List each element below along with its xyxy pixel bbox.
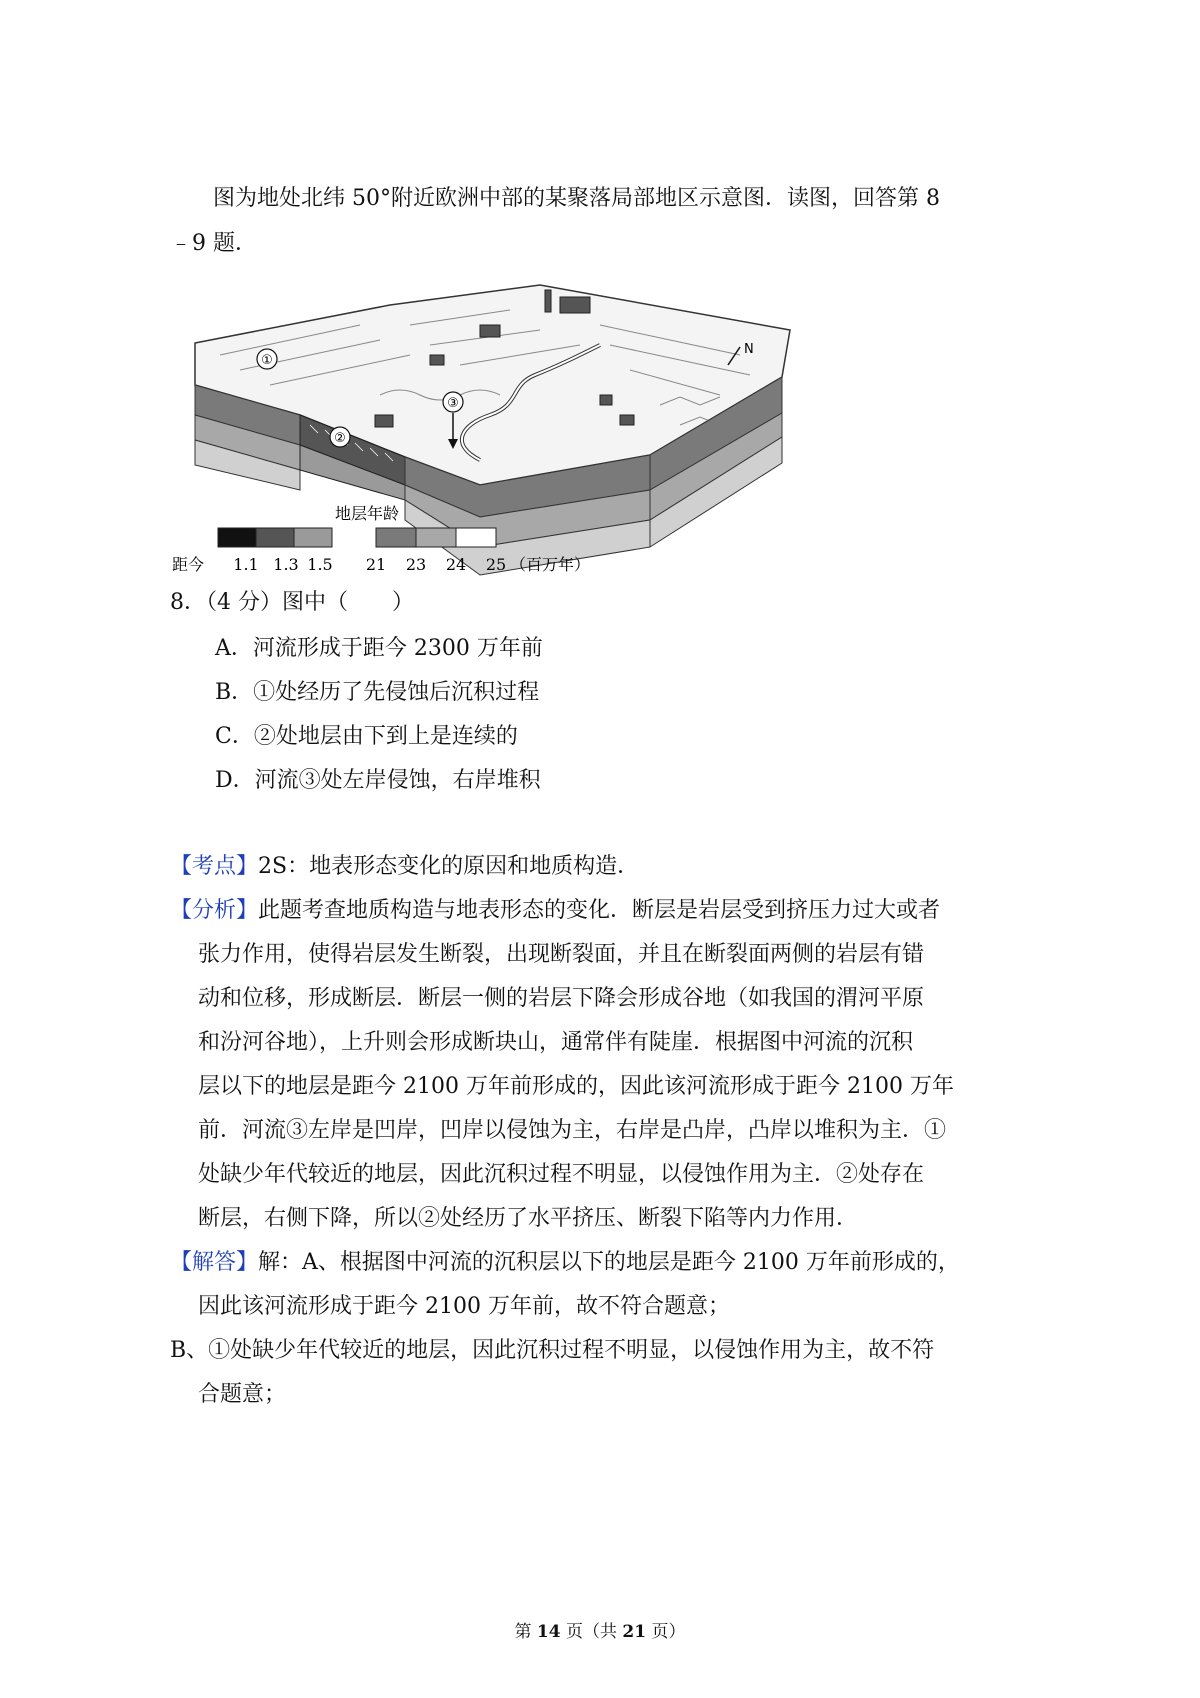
legend-age-2: 1.3 xyxy=(273,555,299,574)
question-stem: 8．（4 分）图中（ ） xyxy=(170,590,414,615)
jieda-b-line-2: 合题意； xyxy=(198,1382,287,1407)
fenxi-line-1: 张力作用，使得岩层发生断裂，出现断裂面，并且在断裂面两侧的岩层有错 xyxy=(198,942,925,967)
jieda-b-line-1: B、①处缺少年代较近的地层，因此沉积过程不明显，以侵蚀作用为主，故不符 xyxy=(170,1338,935,1363)
marker-3: ③ xyxy=(447,396,459,411)
option-d: D．河流③处左岸侵蚀，右岸堆积 xyxy=(215,768,541,793)
option-b: B．①处经历了先侵蚀后沉积过程 xyxy=(215,680,540,705)
fenxi-line-6: 处缺少年代较近的地层，因此沉积过程不明显，以侵蚀作用为主．②处存在 xyxy=(198,1162,925,1187)
kaodian-row xyxy=(170,852,639,882)
jieda-line-2: 因此该河流形成于距今 2100 万年前，故不符合题意； xyxy=(198,1294,730,1319)
intro-line-2: ﹣9 题． xyxy=(170,231,257,256)
legend-age-4: 21 xyxy=(365,555,387,574)
legend-age-3: 1.5 xyxy=(307,555,333,574)
legend-age-5: 23 xyxy=(405,555,427,574)
marker-1: ① xyxy=(261,353,273,368)
fenxi-line-2: 动和位移，形成断层．断层一侧的岩层下降会形成谷地（如我国的渭河平原 xyxy=(198,986,925,1011)
jieda-first: 解：A、根据图中河流的沉积层以下的地层是距今 2100 万年前形成的， xyxy=(258,1250,960,1275)
fenxi-tag: 【分析】 xyxy=(170,898,259,923)
legend-unit: （百万年） xyxy=(510,555,591,574)
page-footer xyxy=(0,1617,1200,1642)
option-a: A．河流形成于距今 2300 万年前 xyxy=(215,636,543,661)
fenxi-first: 此题考查地质构造与地表形态的变化．断层是岩层受到挤压力过大或者 xyxy=(258,898,941,923)
fenxi-line-7: 断层，右侧下降，所以②处经历了水平挤压、断裂下陷等内力作用． xyxy=(198,1206,859,1231)
marker-2: ② xyxy=(334,431,346,446)
north-label: N xyxy=(744,342,754,357)
kaodian-tag: 【考点】 xyxy=(170,854,259,879)
footer-mid: 页（共 xyxy=(566,1622,617,1642)
footer-prefix: 第 xyxy=(514,1622,532,1642)
fenxi-line-3: 和汾河谷地），上升则会形成断块山，通常伴有陡崖．根据图中河流的沉积 xyxy=(198,1030,914,1055)
legend-age-7: 25 xyxy=(485,555,507,574)
jieda-row xyxy=(170,1248,960,1278)
intro-line-1: 图为地处北纬 50°附近欧洲中部的某聚落局部地区示意图．读图，回答第 8 xyxy=(213,186,940,211)
legend-swatches xyxy=(218,528,496,547)
geology-block-diagram xyxy=(172,285,870,625)
option-c: C．②处地层由下到上是连续的 xyxy=(215,724,518,749)
fenxi-line-5: 前．河流③左岸是凹岸，凹岸以侵蚀为主，右岸是凸岸，凸岸以堆积为主．① xyxy=(198,1118,947,1143)
legend-title: 地层年龄 xyxy=(335,504,400,523)
block-diagram-svg xyxy=(172,285,870,625)
legend-age-1: 1.1 xyxy=(233,555,259,574)
legend-prefix: 距今 xyxy=(172,555,205,574)
footer-total-pages: 21 xyxy=(622,1622,647,1642)
footer-page-number: 14 xyxy=(536,1622,561,1642)
fenxi-line-4: 层以下的地层是距今 2100 万年前形成的，因此该河流形成于距今 2100 万年 xyxy=(198,1074,954,1099)
footer-suffix: 页） xyxy=(651,1622,686,1642)
jieda-tag: 【解答】 xyxy=(170,1250,259,1275)
legend-age-6: 24 xyxy=(445,555,467,574)
fenxi-row xyxy=(170,896,940,926)
kaodian-text: 2S：地表形态变化的原因和地质构造． xyxy=(258,854,640,879)
